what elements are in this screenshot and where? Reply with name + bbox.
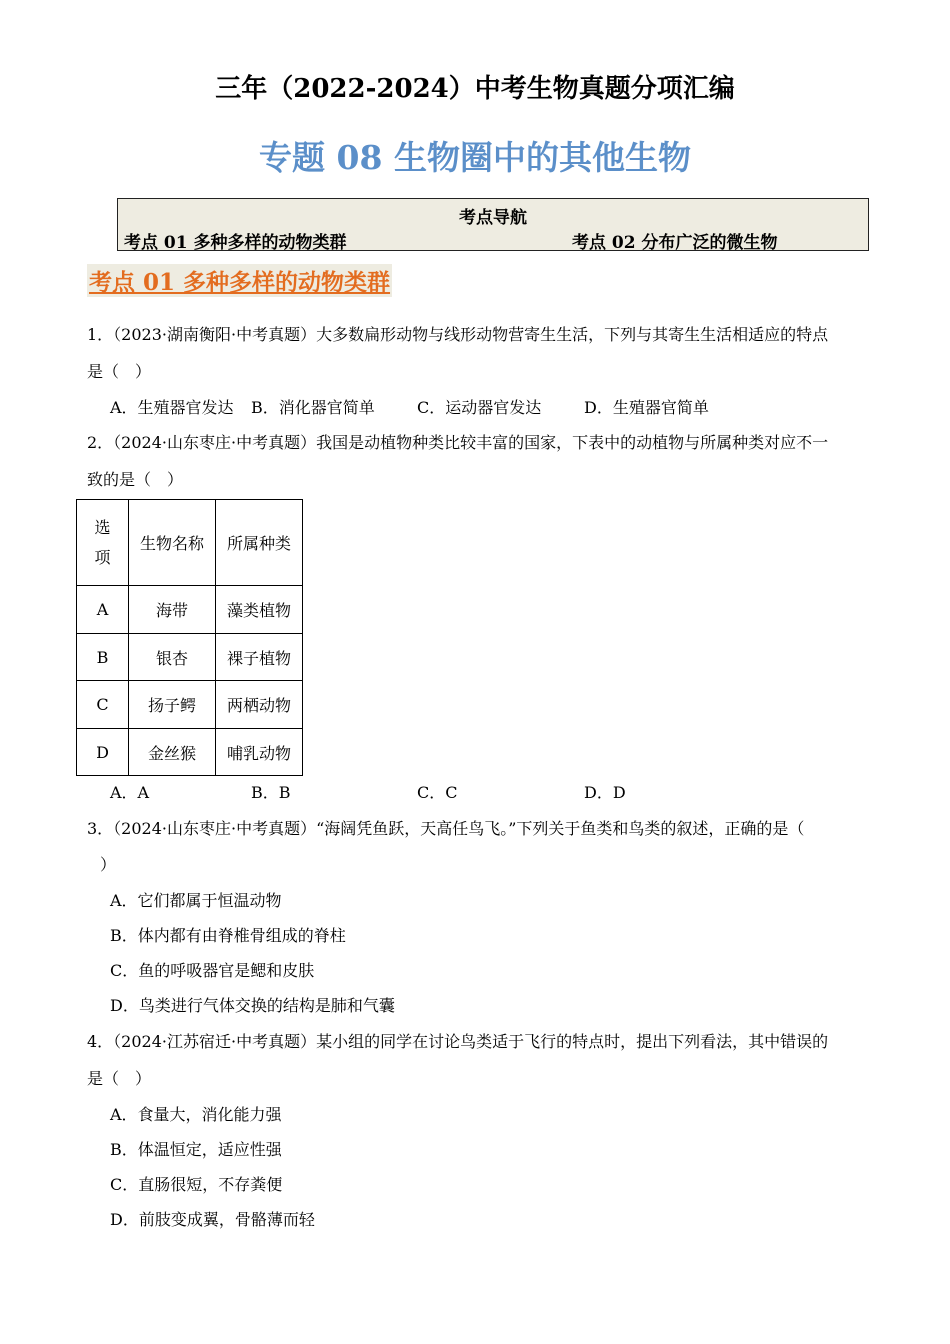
table-row bbox=[77, 729, 303, 776]
question-3-option-a: A．它们都属于恒温动物 bbox=[110, 891, 282, 910]
table-cell: C bbox=[77, 681, 129, 729]
question-2-option-a: A．A bbox=[110, 783, 150, 802]
main-title: 三年（2022-2024）中考生物真题分项汇编 bbox=[215, 74, 735, 104]
table-row bbox=[77, 586, 303, 634]
question-1-stem-cont: 是（ ） bbox=[87, 362, 152, 381]
table-header-cell bbox=[77, 500, 129, 586]
table-cell: B bbox=[77, 634, 129, 681]
species-table bbox=[76, 499, 303, 776]
table-header-option-line1: 选 bbox=[94, 517, 111, 537]
question-1-stem: 1．（2023·湖南衡阳·中考真题）大多数扁形动物与线形动物营寄生生活，下列与其寄生生活相适应的特点 bbox=[87, 325, 829, 344]
question-1-option-b: B．消化器官简单 bbox=[251, 398, 375, 417]
question-2-option-d: D．D bbox=[584, 783, 626, 802]
topic-navigation-box bbox=[117, 198, 869, 251]
question-1-option-a: A．生殖器官发达 bbox=[110, 398, 234, 417]
question-3-option-b: B．体内都有由脊椎骨组成的脊柱 bbox=[110, 926, 346, 945]
table-cell: 藻类植物 bbox=[216, 586, 303, 634]
question-4-option-a: A．食量大，消化能力强 bbox=[110, 1105, 282, 1124]
question-3-stem: 3．（2024·山东枣庄·中考真题）“海阔凭鱼跃，天高任鸟飞。”下列关于鱼类和鸟类的叙述，正确的是（ bbox=[87, 819, 805, 838]
question-1-option-c: C．运动器官发达 bbox=[417, 398, 542, 417]
nav-item-topic-02: 考点 02 分布广泛的微生物 bbox=[572, 233, 778, 253]
table-header-option-line2: 项 bbox=[94, 547, 111, 567]
table-header-cell: 所属种类 bbox=[216, 500, 303, 586]
question-4-option-d: D．前肢变成翼，骨骼薄而轻 bbox=[110, 1210, 315, 1229]
table-cell: A bbox=[77, 586, 129, 634]
table-header-cell: 生物名称 bbox=[129, 500, 216, 586]
table-cell: D bbox=[77, 729, 129, 776]
question-4-stem-cont: 是（ ） bbox=[87, 1069, 152, 1088]
question-2-option-c: C．C bbox=[417, 783, 458, 802]
question-3-stem-cont: ） bbox=[100, 855, 117, 874]
question-4-option-b: B．体温恒定，适应性强 bbox=[110, 1140, 282, 1159]
topic-title: 专题 08 生物圈中的其他生物 bbox=[259, 138, 691, 177]
navigation-heading: 考点导航 bbox=[459, 208, 527, 228]
table-cell: 金丝猴 bbox=[129, 729, 216, 776]
question-1-option-d: D．生殖器官简单 bbox=[584, 398, 709, 417]
question-3-option-d: D．鸟类进行气体交换的结构是肺和气囊 bbox=[110, 996, 395, 1015]
table-cell: 银杏 bbox=[129, 634, 216, 681]
table-header-row bbox=[77, 500, 303, 586]
question-2-stem: 2．（2024·山东枣庄·中考真题）我国是动植物种类比较丰富的国家，下表中的动植物与所属种类对应不一 bbox=[87, 433, 829, 452]
question-2-stem-cont: 致的是（ ） bbox=[87, 470, 184, 489]
table-row bbox=[77, 681, 303, 729]
table-cell: 海带 bbox=[129, 586, 216, 634]
question-4-stem: 4．（2024·江苏宿迁·中考真题）某小组的同学在讨论鸟类适于飞行的特点时，提出下列看法，其中错误的 bbox=[87, 1032, 829, 1051]
section-title: 考点 01 多种多样的动物类群 bbox=[87, 264, 392, 297]
question-3-option-c: C．鱼的呼吸器官是鳃和皮肤 bbox=[110, 961, 315, 980]
table-cell: 扬子鳄 bbox=[129, 681, 216, 729]
table-cell: 两栖动物 bbox=[216, 681, 303, 729]
table-cell: 裸子植物 bbox=[216, 634, 303, 681]
table-cell: 哺乳动物 bbox=[216, 729, 303, 776]
table-row bbox=[77, 634, 303, 681]
nav-item-topic-01: 考点 01 多种多样的动物类群 bbox=[124, 233, 347, 253]
question-4-option-c: C．直肠很短，不存粪便 bbox=[110, 1175, 283, 1194]
question-2-option-b: B．B bbox=[251, 783, 291, 802]
